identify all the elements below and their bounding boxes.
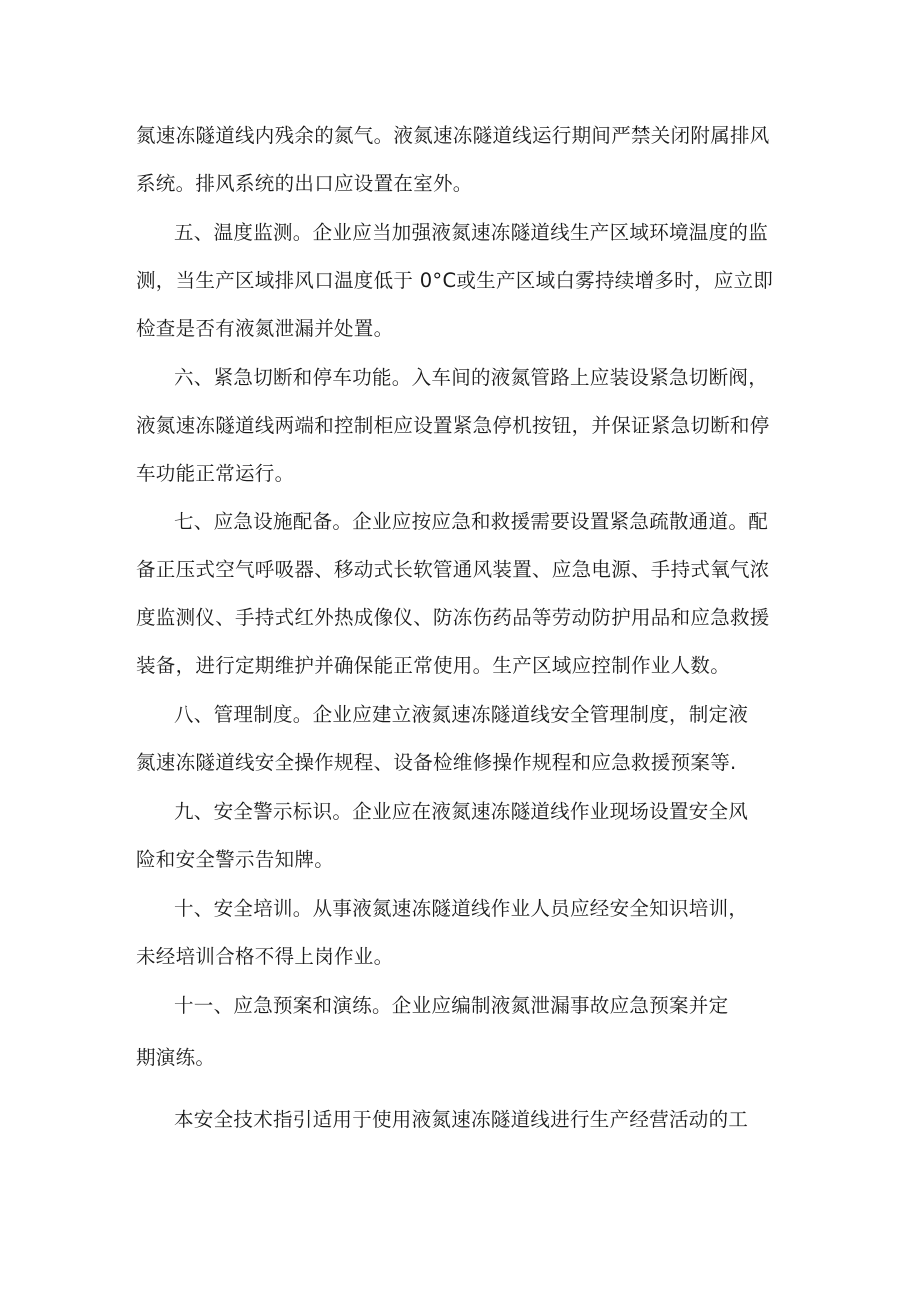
paragraph-temperature-line-1: 五、温度监测。企业应当加强液氮速冻隧道线生产区域环境温度的监 (174, 221, 769, 244)
paragraph-emergency-equipment-line-2: 备正压式空气呼吸器、移动式长软管通风装置、应急电源、手持式氧气浓 (136, 558, 770, 581)
paragraph-training-line-2: 未经培训合格不得上岗作业。 (136, 945, 394, 968)
paragraph-emergency-equipment-line-3: 度监测仪、手持式红外热成像仪、防冻伤药品等劳动防护用品和应急救援 (136, 606, 770, 629)
paragraph-emergency-equipment-line-1: 七、应急设施配备。企业应按应急和救援需要设置紧急疏散通道。配 (174, 510, 769, 533)
paragraph-shutdown-line-2: 液氮速冻隧道线两端和控制柜应设置紧急停机按钮，并保证紧急切断和停 (136, 414, 770, 437)
paragraph-warning-signs-line-2: 险和安全警示告知牌。 (136, 848, 335, 871)
paragraph-shutdown-line-1: 六、紧急切断和停车功能。入车间的液氮管路上应装设紧急切断阀， (174, 366, 769, 389)
paragraph-management-line-2: 氮速冻隧道线安全操作规程、设备检维修操作规程和应急救援预案等. (136, 751, 737, 774)
paragraph-drill-line-2: 期演练。 (136, 1046, 216, 1069)
paragraph-emergency-equipment-line-4: 装备，进行定期维护并确保能正常使用。生产区域应控制作业人数。 (136, 654, 731, 677)
paragraph-shutdown-line-3: 车功能正常运行。 (136, 462, 295, 485)
paragraph-scope-line-1: 本安全技术指引适用于使用液氮速冻隧道线进行生产经营活动的工 (174, 1108, 749, 1131)
paragraph-temperature-line-2: 测，当生产区域排风口温度低于 0°C或生产区域白雾持续增多时，应立即 (136, 269, 774, 292)
paragraph-temperature-line-3: 检查是否有液氮泄漏并处置。 (136, 317, 394, 340)
paragraph-training-line-1: 十、安全培训。从事液氮速冻隧道线作业人员应经安全知识培训， (174, 897, 749, 920)
paragraph-warning-signs-line-1: 九、安全警示标识。企业应在液氮速冻隧道线作业现场设置安全风 (174, 800, 749, 823)
paragraph-continued-line-2: 系统。排风系统的出口应设置在室外。 (136, 172, 473, 195)
paragraph-drill-line-1: 十一、应急预案和演练。企业应编制液氮泄漏事故应急预案并定 (174, 994, 729, 1017)
paragraph-management-line-1: 八、管理制度。企业应建立液氮速冻隧道线安全管理制度，制定液 (174, 703, 749, 726)
paragraph-continued-line-1: 氮速冻隧道线内残余的氮气。液氮速冻隧道线运行期间严禁关闭附属排风 (136, 124, 770, 147)
